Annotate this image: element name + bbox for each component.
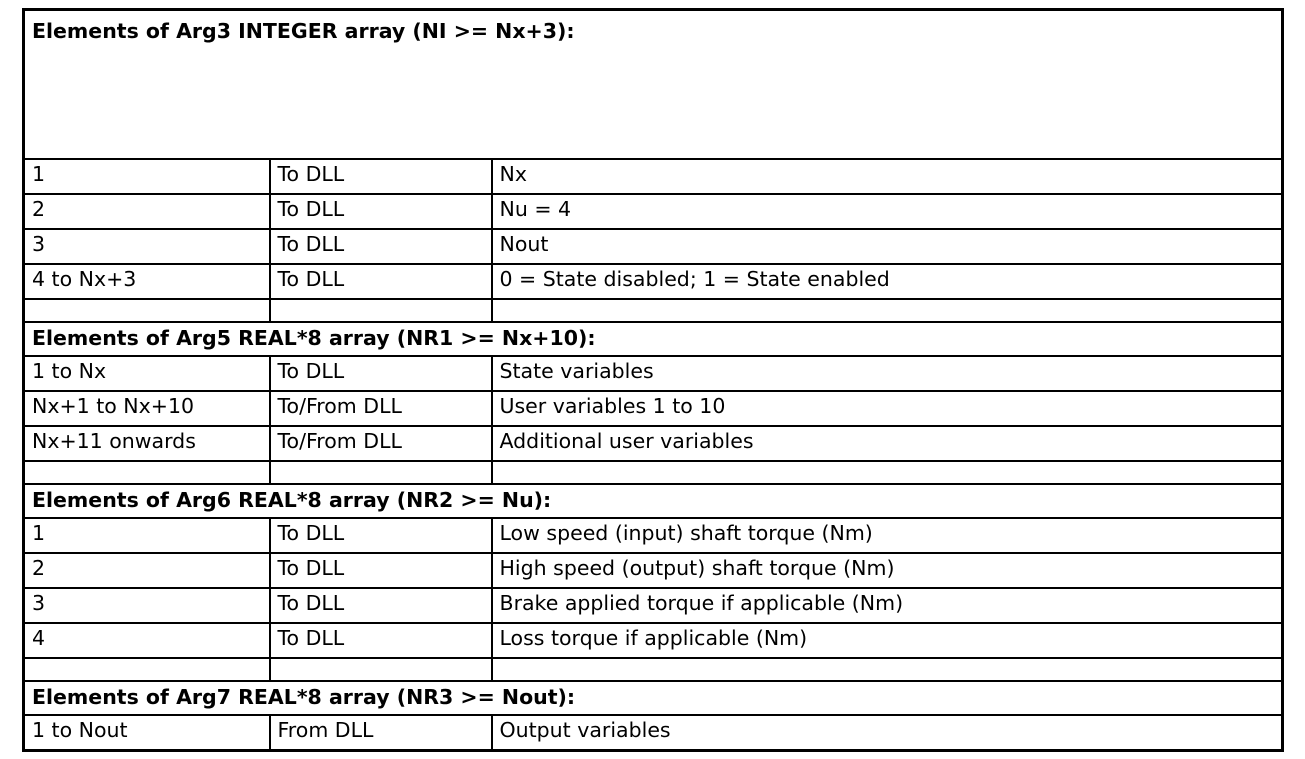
row-index: 1 to Nx: [24, 356, 270, 391]
row-index: 2: [24, 194, 270, 229]
section-heading-arg7: Elements of Arg7 REAL*8 array (NR3 >= Nout):: [24, 681, 1283, 715]
row-index: 3: [24, 229, 270, 264]
row-description: Output variables: [492, 715, 1283, 751]
spacer-cell: [270, 299, 492, 322]
array-elements-table: [22, 8, 1284, 752]
table-row: [24, 715, 1283, 751]
spacer-cell: [24, 299, 270, 322]
table-section-heading-row: [24, 322, 1283, 356]
section-heading-arg6: Elements of Arg6 REAL*8 array (NR2 >= Nu):: [24, 484, 1283, 518]
row-direction: To DLL: [270, 229, 492, 264]
row-description: Brake applied torque if applicable (Nm): [492, 588, 1283, 623]
table-section-heading-row: [24, 484, 1283, 518]
table-row: [24, 229, 1283, 264]
spacer-cell: [270, 658, 492, 681]
table-row: [24, 518, 1283, 553]
spacer-cell: [492, 461, 1283, 484]
table-row: [24, 553, 1283, 588]
row-description: 0 = State disabled; 1 = State enabled: [492, 264, 1283, 299]
row-description: Additional user variables: [492, 426, 1283, 461]
row-direction: To DLL: [270, 623, 492, 658]
spacer-cell: [24, 461, 270, 484]
row-index: Nx+11 onwards: [24, 426, 270, 461]
row-description: Low speed (input) shaft torque (Nm): [492, 518, 1283, 553]
row-description: Nu = 4: [492, 194, 1283, 229]
row-direction: To DLL: [270, 588, 492, 623]
row-direction: To DLL: [270, 264, 492, 299]
row-index: 4: [24, 623, 270, 658]
section-heading-arg5: Elements of Arg5 REAL*8 array (NR1 >= Nx+10):: [24, 322, 1283, 356]
table-row: [24, 159, 1283, 194]
table-section-heading-row: [24, 681, 1283, 715]
table-row: [24, 623, 1283, 658]
table-row: [24, 356, 1283, 391]
row-index: 1: [24, 518, 270, 553]
row-index: Nx+1 to Nx+10: [24, 391, 270, 426]
table-section-heading-row: [24, 10, 1283, 160]
row-index: 4 to Nx+3: [24, 264, 270, 299]
row-direction: To/From DLL: [270, 391, 492, 426]
table-row: [24, 264, 1283, 299]
spacer-cell: [492, 658, 1283, 681]
row-description: State variables: [492, 356, 1283, 391]
row-direction: To DLL: [270, 356, 492, 391]
row-direction: To/From DLL: [270, 426, 492, 461]
table-row: [24, 426, 1283, 461]
table-spacer-row: [24, 461, 1283, 484]
spacer-cell: [492, 299, 1283, 322]
row-description: Loss torque if applicable (Nm): [492, 623, 1283, 658]
spacer-cell: [270, 461, 492, 484]
row-direction: To DLL: [270, 159, 492, 194]
table-spacer-row: [24, 658, 1283, 681]
row-direction: To DLL: [270, 518, 492, 553]
row-index: 1 to Nout: [24, 715, 270, 751]
row-direction: From DLL: [270, 715, 492, 751]
row-index: 3: [24, 588, 270, 623]
row-index: 1: [24, 159, 270, 194]
table-row: [24, 588, 1283, 623]
spacer-cell: [24, 658, 270, 681]
row-direction: To DLL: [270, 194, 492, 229]
row-description: Nout: [492, 229, 1283, 264]
table-row: [24, 194, 1283, 229]
row-description: User variables 1 to 10: [492, 391, 1283, 426]
table-row: [24, 391, 1283, 426]
table-spacer-row: [24, 299, 1283, 322]
row-description: Nx: [492, 159, 1283, 194]
row-direction: To DLL: [270, 553, 492, 588]
row-description: High speed (output) shaft torque (Nm): [492, 553, 1283, 588]
section-heading-arg3: Elements of Arg3 INTEGER array (NI >= Nx+3):: [24, 10, 1283, 160]
row-index: 2: [24, 553, 270, 588]
